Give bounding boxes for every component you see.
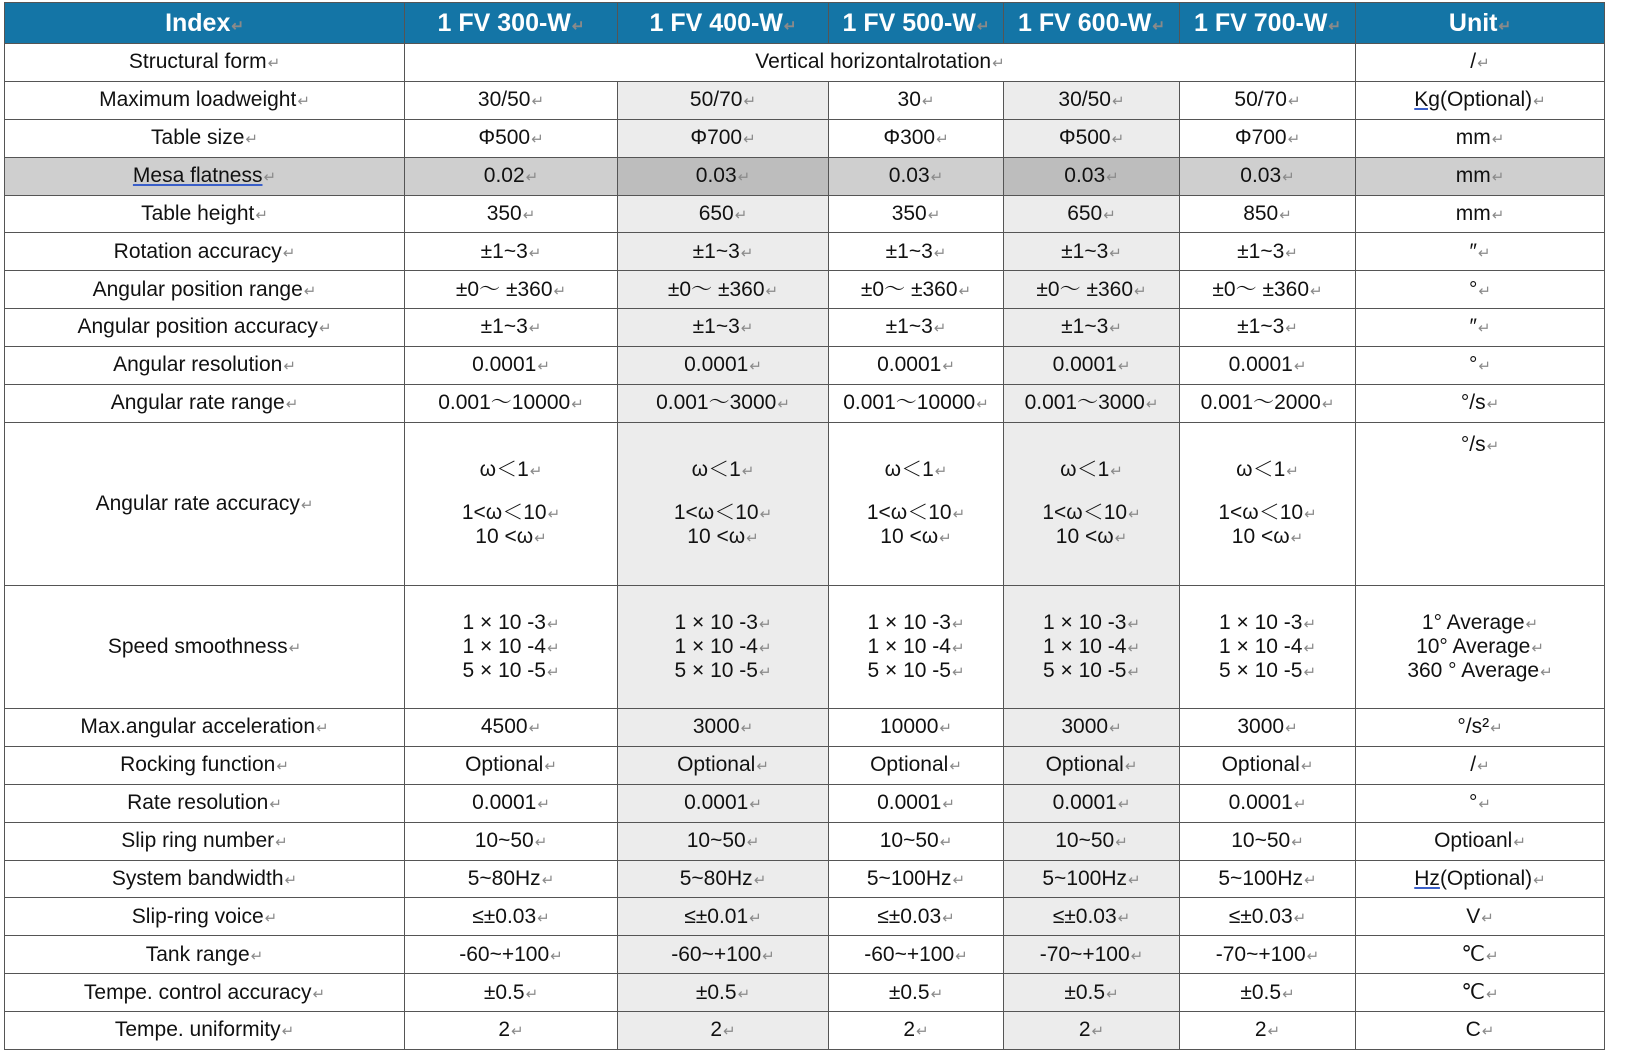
value-cell: 3000↵ [1004, 709, 1180, 747]
row-label: Angular position range↵ [5, 271, 405, 309]
value-cell: ±1~3↵ [405, 309, 618, 347]
table-row-rotation-accuracy [5, 233, 1605, 271]
table-row-rocking-function [5, 746, 1605, 784]
row-label: Mesa flatness↵ [5, 157, 405, 195]
table-row-angular-rate-range [5, 384, 1605, 422]
unit-cell: °/s↵ [1356, 422, 1605, 585]
value-cell: ±0～ ±360↵ [1004, 271, 1180, 309]
value-cell: 1 × 10 -3↵ 1 × 10 -4↵ 5 × 10 -5↵ [405, 585, 618, 709]
value-cell: 0.02↵ [405, 157, 618, 195]
row-label: Table size↵ [5, 119, 405, 157]
value-cell: Optional↵ [1180, 746, 1356, 784]
table-row-angular-resolution [5, 347, 1605, 385]
unit-cell: V↵ [1356, 898, 1605, 936]
value-cell: 5~100Hz↵ [829, 860, 1004, 898]
value-cell: ω＜1↵ 1<ω＜10↵ 10 <ω↵ [1180, 422, 1356, 585]
spec-table [4, 2, 1605, 1050]
unit-cell: °↵ [1356, 347, 1605, 385]
value-cell: ±0～ ±360↵ [618, 271, 829, 309]
value-cell: ±0.5↵ [405, 974, 618, 1012]
value-cell: 5~100Hz↵ [1004, 860, 1180, 898]
table-row-tempe-uniformity [5, 1012, 1605, 1050]
value-cell: ±0～ ±360↵ [1180, 271, 1356, 309]
value-cell: ω＜1↵ 1<ω＜10↵ 10 <ω↵ [618, 422, 829, 585]
unit-cell: ℃↵ [1356, 936, 1605, 974]
unit-cell: °↵ [1356, 271, 1605, 309]
value-cell: 0.0001↵ [829, 784, 1004, 822]
row-label: Angular rate accuracy↵ [5, 422, 405, 585]
row-label: Max.angular acceleration↵ [5, 709, 405, 747]
value-cell: 0.0001↵ [829, 347, 1004, 385]
value-cell: ≤±0.03↵ [1180, 898, 1356, 936]
value-cell: 50/70↵ [1180, 81, 1356, 119]
value-cell: 1 × 10 -3↵ 1 × 10 -4↵ 5 × 10 -5↵ [829, 585, 1004, 709]
row-label: Angular position accuracy↵ [5, 309, 405, 347]
model-header: 1 FV 300-W↵ [405, 3, 618, 44]
value-cell: 0.001～2000↵ [1180, 384, 1356, 422]
value-cell: ω＜1↵ 1<ω＜10↵ 10 <ω↵ [829, 422, 1004, 585]
row-label: Slip ring number↵ [5, 822, 405, 860]
value-cell: 0.001～3000↵ [1004, 384, 1180, 422]
table-row-slip-ring-voice [5, 898, 1605, 936]
table-row-tempe-control-accuracy [5, 974, 1605, 1012]
unit-cell: mm↵ [1356, 119, 1605, 157]
value-cell: ±1~3↵ [829, 309, 1004, 347]
value-cell: 10~50↵ [405, 822, 618, 860]
value-cell: Optional↵ [1004, 746, 1180, 784]
value-cell: ±1~3↵ [1004, 233, 1180, 271]
value-cell: ±1~3↵ [1180, 309, 1356, 347]
value-cell: 2↵ [618, 1012, 829, 1050]
unit-cell: /↵ [1356, 44, 1605, 82]
index-header: Index↵ [5, 3, 405, 44]
value-cell: Optional↵ [618, 746, 829, 784]
table-row-rate-resolution [5, 784, 1605, 822]
value-cell: -60~+100↵ [618, 936, 829, 974]
unit-cell: Hz(Optional)↵ [1356, 860, 1605, 898]
table-row-slip-ring-number [5, 822, 1605, 860]
value-cell: 10000↵ [829, 709, 1004, 747]
row-label: Tank range↵ [5, 936, 405, 974]
model-header: 1 FV 700-W↵ [1180, 3, 1356, 44]
value-cell: Φ300↵ [829, 119, 1004, 157]
unit-cell: mm↵ [1356, 195, 1605, 233]
value-cell: ±1~3↵ [829, 233, 1004, 271]
unit-header: Unit↵ [1356, 3, 1605, 44]
table-row-table-height [5, 195, 1605, 233]
table-row-speed-smoothness [5, 585, 1605, 709]
value-cell: ±1~3↵ [1180, 233, 1356, 271]
value-cell: Optional↵ [405, 746, 618, 784]
table-row-angular-position-range [5, 271, 1605, 309]
value-cell: Φ700↵ [1180, 119, 1356, 157]
unit-cell: Optioanl↵ [1356, 822, 1605, 860]
value-cell: ω＜1↵ 1<ω＜10↵ 10 <ω↵ [405, 422, 618, 585]
value-cell: 0.001～10000↵ [405, 384, 618, 422]
unit-cell: ″↵ [1356, 309, 1605, 347]
row-label: Maximum loadweight↵ [5, 81, 405, 119]
row-label: Structural form↵ [5, 44, 405, 82]
value-cell: ±0.5↵ [1004, 974, 1180, 1012]
value-cell: 1 × 10 -3↵ 1 × 10 -4↵ 5 × 10 -5↵ [1004, 585, 1180, 709]
value-cell: 10~50↵ [1004, 822, 1180, 860]
value-cell: ω＜1↵ 1<ω＜10↵ 10 <ω↵ [1004, 422, 1180, 585]
table-row-tank-range [5, 936, 1605, 974]
value-cell: ±1~3↵ [1004, 309, 1180, 347]
value-cell: 0.03↵ [1180, 157, 1356, 195]
row-label: Rate resolution↵ [5, 784, 405, 822]
unit-cell: Kg(Optional)↵ [1356, 81, 1605, 119]
value-cell: 3000↵ [1180, 709, 1356, 747]
value-cell: 0.0001↵ [618, 347, 829, 385]
unit-cell: /↵ [1356, 746, 1605, 784]
model-header: 1 FV 600-W↵ [1004, 3, 1180, 44]
value-cell: Φ500↵ [405, 119, 618, 157]
value-cell: 0.0001↵ [618, 784, 829, 822]
value-cell: ≤±0.03↵ [829, 898, 1004, 936]
table-row-angular-rate-accuracy [5, 422, 1605, 585]
row-label: Rotation accuracy↵ [5, 233, 405, 271]
value-cell: ±1~3↵ [405, 233, 618, 271]
row-label: Speed smoothness↵ [5, 585, 405, 709]
value-cell: 0.001～3000↵ [618, 384, 829, 422]
value-cell: 30↵ [829, 81, 1004, 119]
unit-cell: °↵ [1356, 784, 1605, 822]
table-row-structural-form [5, 44, 1605, 82]
value-cell: 0.03↵ [829, 157, 1004, 195]
value-cell: ≤±0.01↵ [618, 898, 829, 936]
value-cell: 5~80Hz↵ [618, 860, 829, 898]
model-header: 1 FV 500-W↵ [829, 3, 1004, 44]
value-cell: -60~+100↵ [829, 936, 1004, 974]
row-label: Tempe. uniformity↵ [5, 1012, 405, 1050]
unit-cell: ℃↵ [1356, 974, 1605, 1012]
value-cell: ±0.5↵ [618, 974, 829, 1012]
value-cell: 0.0001↵ [1180, 784, 1356, 822]
value-cell: 0.001～10000↵ [829, 384, 1004, 422]
value-cell: 650↵ [1004, 195, 1180, 233]
merged-value-cell: Vertical horizontalrotation↵ [405, 44, 1356, 82]
model-header: 1 FV 400-W↵ [618, 3, 829, 44]
unit-cell: °/s↵ [1356, 384, 1605, 422]
value-cell: ±0～ ±360↵ [829, 271, 1004, 309]
value-cell: -70~+100↵ [1180, 936, 1356, 974]
table-row-system-bandwidth [5, 860, 1605, 898]
table-row-max-angular-acceleration [5, 709, 1605, 747]
unit-cell: ″↵ [1356, 233, 1605, 271]
row-label: Angular rate range↵ [5, 384, 405, 422]
value-cell: 2↵ [1004, 1012, 1180, 1050]
value-cell: 4500↵ [405, 709, 618, 747]
value-cell: 50/70↵ [618, 81, 829, 119]
row-label: Table height↵ [5, 195, 405, 233]
value-cell: 650↵ [618, 195, 829, 233]
value-cell: Φ500↵ [1004, 119, 1180, 157]
value-cell: 850↵ [1180, 195, 1356, 233]
value-cell: 30/50↵ [1004, 81, 1180, 119]
value-cell: 350↵ [829, 195, 1004, 233]
value-cell: -70~+100↵ [1004, 936, 1180, 974]
row-label: System bandwidth↵ [5, 860, 405, 898]
value-cell: 1 × 10 -3↵ 1 × 10 -4↵ 5 × 10 -5↵ [618, 585, 829, 709]
value-cell: 5~80Hz↵ [405, 860, 618, 898]
table-row-table-size [5, 119, 1605, 157]
unit-cell: mm↵ [1356, 157, 1605, 195]
row-label: Rocking function↵ [5, 746, 405, 784]
header-row [5, 3, 1605, 44]
value-cell: 0.03↵ [1004, 157, 1180, 195]
value-cell: 2↵ [1180, 1012, 1356, 1050]
row-label: Tempe. control accuracy↵ [5, 974, 405, 1012]
unit-cell: C↵ [1356, 1012, 1605, 1050]
value-cell: 0.0001↵ [405, 347, 618, 385]
value-cell: 0.0001↵ [1004, 347, 1180, 385]
value-cell: 1 × 10 -3↵ 1 × 10 -4↵ 5 × 10 -5↵ [1180, 585, 1356, 709]
value-cell: 5~100Hz↵ [1180, 860, 1356, 898]
value-cell: 0.0001↵ [1004, 784, 1180, 822]
value-cell: ±1~3↵ [618, 233, 829, 271]
value-cell: 10~50↵ [1180, 822, 1356, 860]
value-cell: 0.0001↵ [405, 784, 618, 822]
unit-cell: °/s²↵ [1356, 709, 1605, 747]
value-cell: 10~50↵ [618, 822, 829, 860]
value-cell: ±0～ ±360↵ [405, 271, 618, 309]
value-cell: 2↵ [405, 1012, 618, 1050]
value-cell: ±1~3↵ [618, 309, 829, 347]
value-cell: 10~50↵ [829, 822, 1004, 860]
value-cell: -60~+100↵ [405, 936, 618, 974]
value-cell: 0.0001↵ [1180, 347, 1356, 385]
value-cell: ≤±0.03↵ [405, 898, 618, 936]
value-cell: ±0.5↵ [829, 974, 1004, 1012]
value-cell: ≤±0.03↵ [1004, 898, 1180, 936]
value-cell: 2↵ [829, 1012, 1004, 1050]
row-label: Slip-ring voice↵ [5, 898, 405, 936]
value-cell: 3000↵ [618, 709, 829, 747]
value-cell: 350↵ [405, 195, 618, 233]
table-row-maximum-loadweight [5, 81, 1605, 119]
value-cell: Φ700↵ [618, 119, 829, 157]
row-label: Angular resolution↵ [5, 347, 405, 385]
table-row-angular-position-accuracy [5, 309, 1605, 347]
value-cell: 30/50↵ [405, 81, 618, 119]
table-row-mesa-flatness [5, 157, 1605, 195]
value-cell: ±0.5↵ [1180, 974, 1356, 1012]
value-cell: Optional↵ [829, 746, 1004, 784]
value-cell: 0.03↵ [618, 157, 829, 195]
unit-cell: 1° Average↵ 10° Average↵ 360 ° Average↵ [1356, 585, 1605, 709]
